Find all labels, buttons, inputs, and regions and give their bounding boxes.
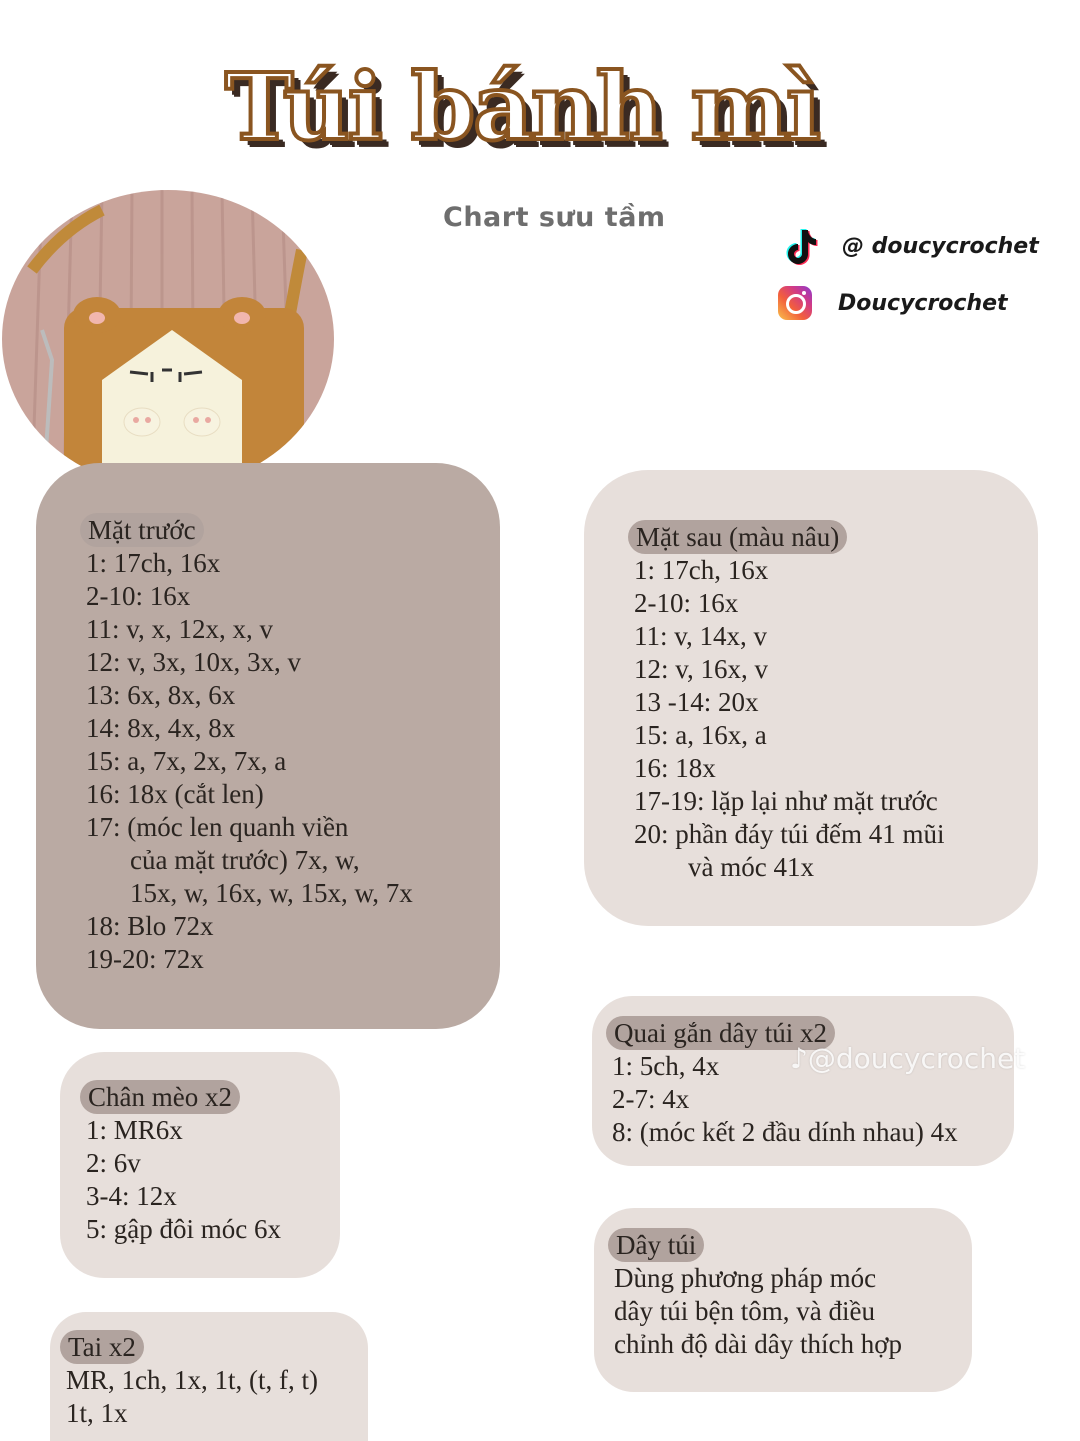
list-item: 19-20: 72x (86, 944, 204, 974)
list-item: và móc 41x (688, 852, 814, 882)
list-item: 1: 5ch, 4x (612, 1051, 720, 1081)
section-ears (50, 1312, 368, 1441)
list-item: 16: 18x (634, 753, 716, 783)
section-cat-paw (60, 1052, 340, 1278)
page-title: Túi bánh mì (225, 53, 819, 161)
list-item: 11: v, 14x, v (634, 621, 767, 651)
list-item: 13 -14: 20x (634, 687, 759, 717)
list-item: 12: v, 16x, v (634, 654, 768, 684)
list-item: 13: 6x, 8x, 6x (86, 680, 236, 710)
list-item: dây túi bện tôm, và điều (614, 1296, 875, 1326)
section-heading: Mặt trước (80, 513, 204, 547)
crochet-bag-photo (2, 190, 334, 488)
section-heading: Dây túi (608, 1228, 704, 1262)
list-item: chỉnh độ dài dây thích hợp (614, 1329, 902, 1359)
tiktok-label: @ doucycrochet (842, 233, 1039, 259)
tiktok-icon (782, 226, 818, 266)
tiktok-watermark-icon: ♪ (790, 1042, 808, 1075)
list-item: 14: 8x, 4x, 8x (86, 713, 236, 743)
list-item: 2-10: 16x (86, 581, 191, 611)
watermark (790, 1042, 1025, 1075)
subtitle: Chart sưu tầm (443, 202, 666, 233)
list-item: 12: v, 3x, 10x, 3x, v (86, 647, 301, 677)
section-front-panel (36, 463, 500, 1029)
tiktok-handle[interactable] (782, 226, 1039, 266)
list-item: 3-4: 12x (86, 1181, 177, 1211)
list-item: 1t, 1x (66, 1398, 128, 1428)
list-item: 15: a, 7x, 2x, 7x, a (86, 746, 287, 776)
list-item: MR, 1ch, 1x, 1t, (t, f, t) (66, 1365, 318, 1395)
section-heading: Chân mèo x2 (80, 1080, 240, 1114)
section-back-panel (584, 470, 1038, 926)
section-bag-strap (594, 1208, 972, 1392)
list-item: 17-19: lặp lại như mặt trước (634, 786, 938, 816)
list-item: 2: 6v (86, 1148, 141, 1178)
instagram-handle[interactable] (778, 286, 1008, 320)
watermark-text: @doucycrochet (807, 1042, 1026, 1075)
list-item: 1: 17ch, 16x (86, 548, 221, 578)
list-item: 1: MR6x (86, 1115, 183, 1145)
list-item: 5: gập đôi móc 6x (86, 1214, 281, 1244)
list-item: 2-7: 4x (612, 1084, 690, 1114)
list-item: 15x, w, 16x, w, 15x, w, 7x (130, 878, 413, 908)
section-heading: Mặt sau (màu nâu) (628, 520, 847, 554)
list-item: 18: Blo 72x (86, 911, 214, 941)
list-item: 15: a, 16x, a (634, 720, 767, 750)
section-heading: Tai x2 (60, 1330, 144, 1364)
list-item: Dùng phương pháp móc (614, 1263, 877, 1293)
list-item: 20: phần đáy túi đếm 41 mũi (634, 819, 945, 849)
section-heading: Quai gắn dây túi x2 (606, 1016, 835, 1050)
list-item: 16: 18x (cắt len) (86, 779, 264, 809)
list-item: 8: (móc kết 2 đầu dính nhau) 4x (612, 1117, 958, 1147)
list-item: 2-10: 16x (634, 588, 739, 618)
section-strap-loop (592, 996, 1014, 1166)
instagram-icon (778, 286, 812, 320)
instagram-label: Doucycrochet (838, 290, 1008, 316)
list-item: 1: 17ch, 16x (634, 555, 769, 585)
list-item: 17: (móc len quanh viền (86, 812, 349, 842)
list-item: 11: v, x, 12x, x, v (86, 614, 273, 644)
list-item: của mặt trước) 7x, w, (130, 845, 360, 875)
